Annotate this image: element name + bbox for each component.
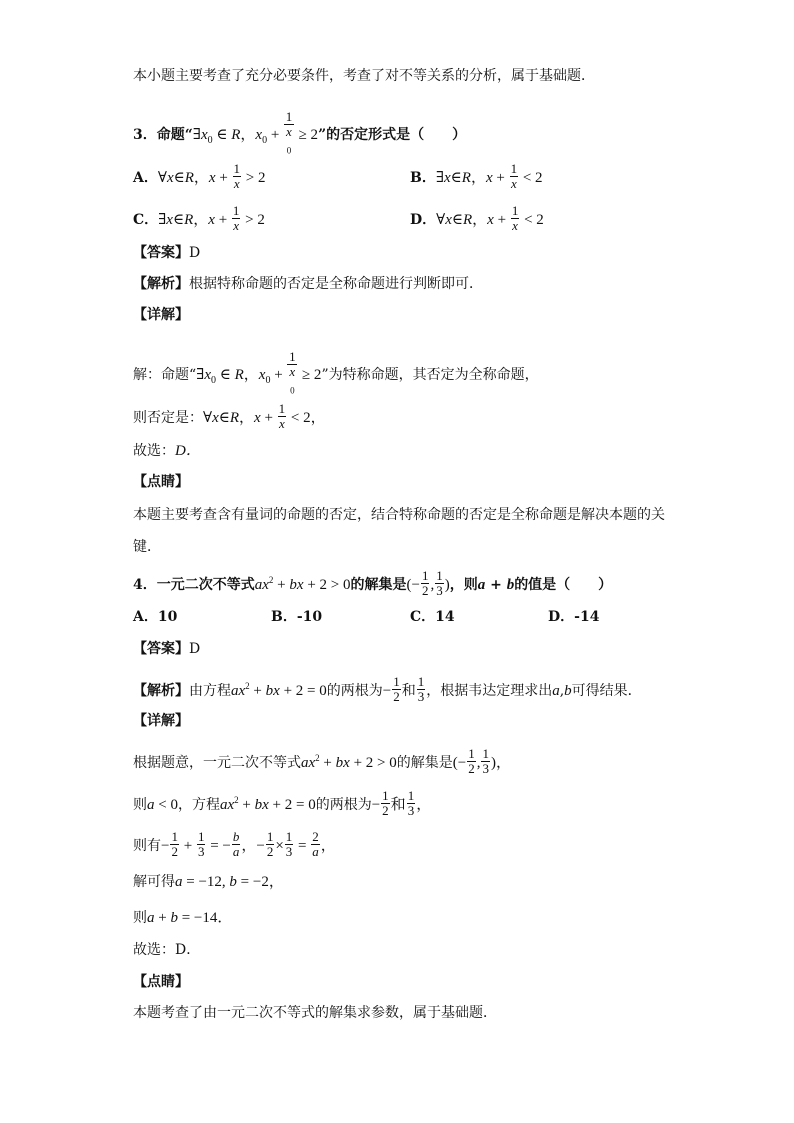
q4-detail-line3: 则有− $\frac{1}{2}$ + $\frac{1}{3}$ = − $\frac{b}{a}$ ，− $\frac{1}{2}$ × $\frac{1}{3}$ = $\frac{2}{a}$ ， xyxy=(133,829,336,859)
q3-option-b: B．∃x∈R，x + $\frac{1}{x}$ < 2 xyxy=(410,161,543,191)
q4-analysis: 【解析】由方程$ax^2$ + bx + 2 = 0的两根为− $\frac{1}{2}$ 和 $\frac{1}{3}$ ，根据韦达定理求出a,b可得结果． xyxy=(133,674,642,705)
q4-comment-line: 本题考查了由一元二次不等式的解集求参数，属于基础题． xyxy=(133,1005,497,1021)
q3-choose: 故选：D． xyxy=(133,443,201,459)
q4-detail-line1: 根据题意，一元二次不等式$ax^2$ + bx + 2 > 0的解集是(− $\frac{1}{2}$ , $\frac{1}{3}$ )， xyxy=(133,746,511,777)
q3-negation-line: 则否定是：∀x∈R，x + $\frac{1}{x}$ < 2， xyxy=(133,401,326,431)
q3-stem: 3．命题“$\exists x_0$ ∈ R，$x_0$ + 1 x $_0$ ≥ 2”的否定形式是（ ） xyxy=(133,109,467,156)
q4-detail-line5: 则a + b = −14． xyxy=(133,910,233,926)
q4-comment-heading: 【点睛】 xyxy=(133,974,189,990)
q4-option-d: D．-14 xyxy=(548,609,600,625)
q4-option-b: B．-10 xyxy=(271,609,323,625)
q4-detail-line4: 解可得a = −12, b = −2， xyxy=(133,874,284,890)
q4-detail-heading: 【详解】 xyxy=(133,713,189,729)
q4-answer: 【答案】D xyxy=(133,641,201,657)
q3-comment-heading: 【点睛】 xyxy=(133,474,189,490)
q3-detail-line: 解：命题“$\exists x_0$ ∈ R，$x_0$ + 1 x $_0$ ≥ 2”为特称命题，其否定为全称命题， xyxy=(133,349,539,396)
q4-detail-line2: 则a < 0，方程$ax^2$ + bx + 2 = 0的两根为− $\frac{1}{2}$ 和 $\frac{1}{3}$ ， xyxy=(133,788,432,819)
q3-comment-line2: 键． xyxy=(133,539,161,555)
q3-comment-line1: 本题主要考查含有量词的命题的否定，结合特称命题的否定是全称命题是解决本题的关 xyxy=(133,507,665,523)
q3-option-c: C．∃x∈R，x + $\frac{1}{x}$ > 2 xyxy=(133,203,265,233)
q3-option-a: A．∀x∈R，x + $\frac{1}{x}$ > 2 xyxy=(133,161,266,191)
intro-line: 本小题主要考查了充分必要条件，考查了对不等关系的分析，属于基础题． xyxy=(133,68,595,84)
q3-answer: 【答案】D xyxy=(133,245,201,261)
q3-analysis: 【解析】根据特称命题的否定是全称命题进行判断即可． xyxy=(133,276,483,292)
q4-option-c: C．14 xyxy=(410,609,455,625)
q3-option-d: D．∀x∈R，x + $\frac{1}{x}$ < 2 xyxy=(410,203,544,233)
q4-option-a: A．10 xyxy=(133,609,178,625)
q4-choose: 故选：D． xyxy=(133,942,201,958)
q4-stem: 4．一元二次不等式$ax^2$ + bx + 2 > 0的解集是(− $\frac{1}{2}$ , $\frac{1}{3}$ )，则a + b的值是（ ） xyxy=(133,568,613,599)
q3-detail-heading: 【详解】 xyxy=(133,307,189,323)
